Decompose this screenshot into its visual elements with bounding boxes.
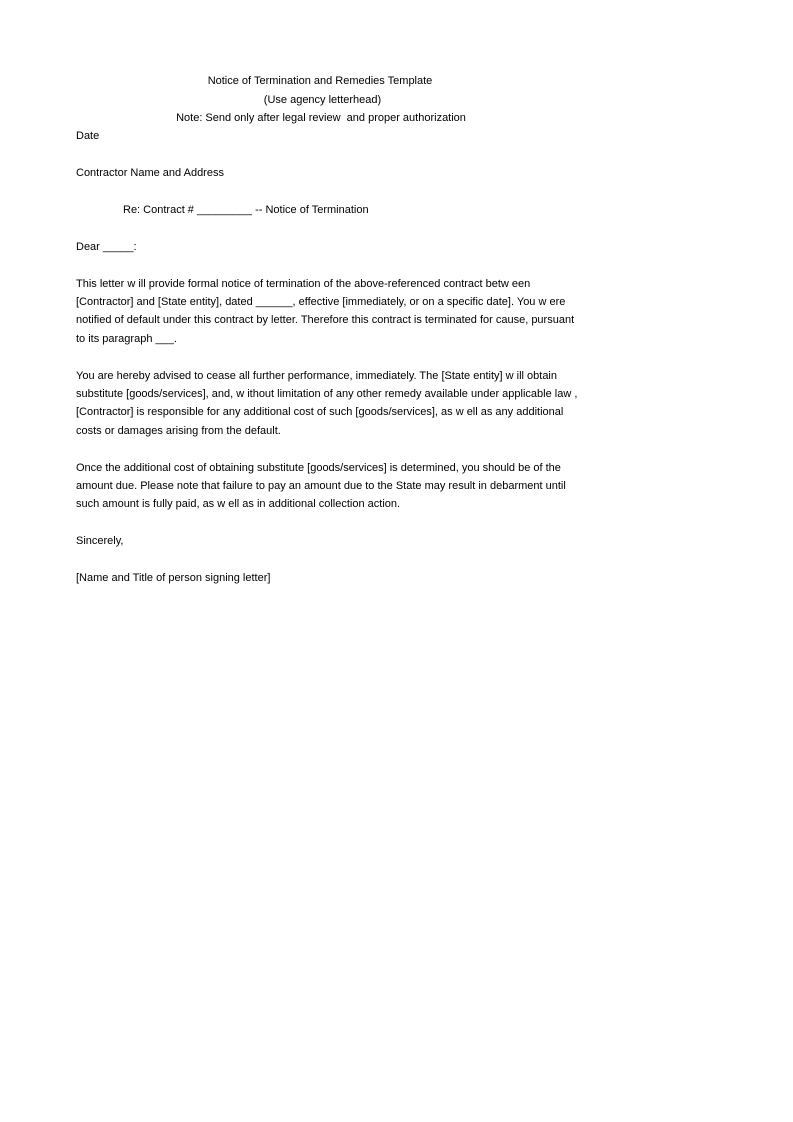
paragraph-line: [Contractor] is responsible for any additional cost of such [goods/services], as w ell as any additional <box>76 406 564 418</box>
paragraph-line: This letter w ill provide formal notice of termination of the above-referenced contract betw een <box>76 278 531 290</box>
paragraph-line: to its paragraph ___. <box>76 333 177 345</box>
paragraph-line: notified of default under this contract by letter. Therefore this contract is terminated for cause, pursuant <box>76 314 575 326</box>
document-subtitle: (Use agency letterhead) <box>263 94 382 106</box>
paragraph-line: costs or damages arising from the default. <box>76 425 281 437</box>
paragraph-line: [Contractor] and [State entity], dated ______, effective [immediately, or on a specific date]. You w ere <box>76 296 566 308</box>
re-line: Re: Contract # _________ -- Notice of Termination <box>123 204 369 216</box>
signature-block: [Name and Title of person signing letter] <box>76 572 271 584</box>
recipient-label: Contractor Name and Address <box>76 167 224 179</box>
paragraph-line: You are hereby advised to cease all further performance, immediately. The [State entity] w ill obtain <box>76 370 557 382</box>
document-note: Note: Send only after legal review and proper authorization <box>176 112 466 124</box>
paragraph-line: amount due. Please note that failure to pay an amount due to the State may result in debarment until <box>76 480 566 492</box>
paragraph-line: Once the additional cost of obtaining substitute [goods/services] is determined, you should be of the <box>76 462 561 474</box>
document-title: Notice of Termination and Remedies Template <box>207 75 433 87</box>
date-label: Date <box>76 130 100 142</box>
closing: Sincerely, <box>76 535 124 547</box>
paragraph-line: such amount is fully paid, as w ell as in additional collection action. <box>76 498 401 510</box>
paragraph-line: substitute [goods/services], and, w ithout limitation of any other remedy available under applicable law , <box>76 388 578 400</box>
salutation: Dear _____: <box>76 241 137 253</box>
